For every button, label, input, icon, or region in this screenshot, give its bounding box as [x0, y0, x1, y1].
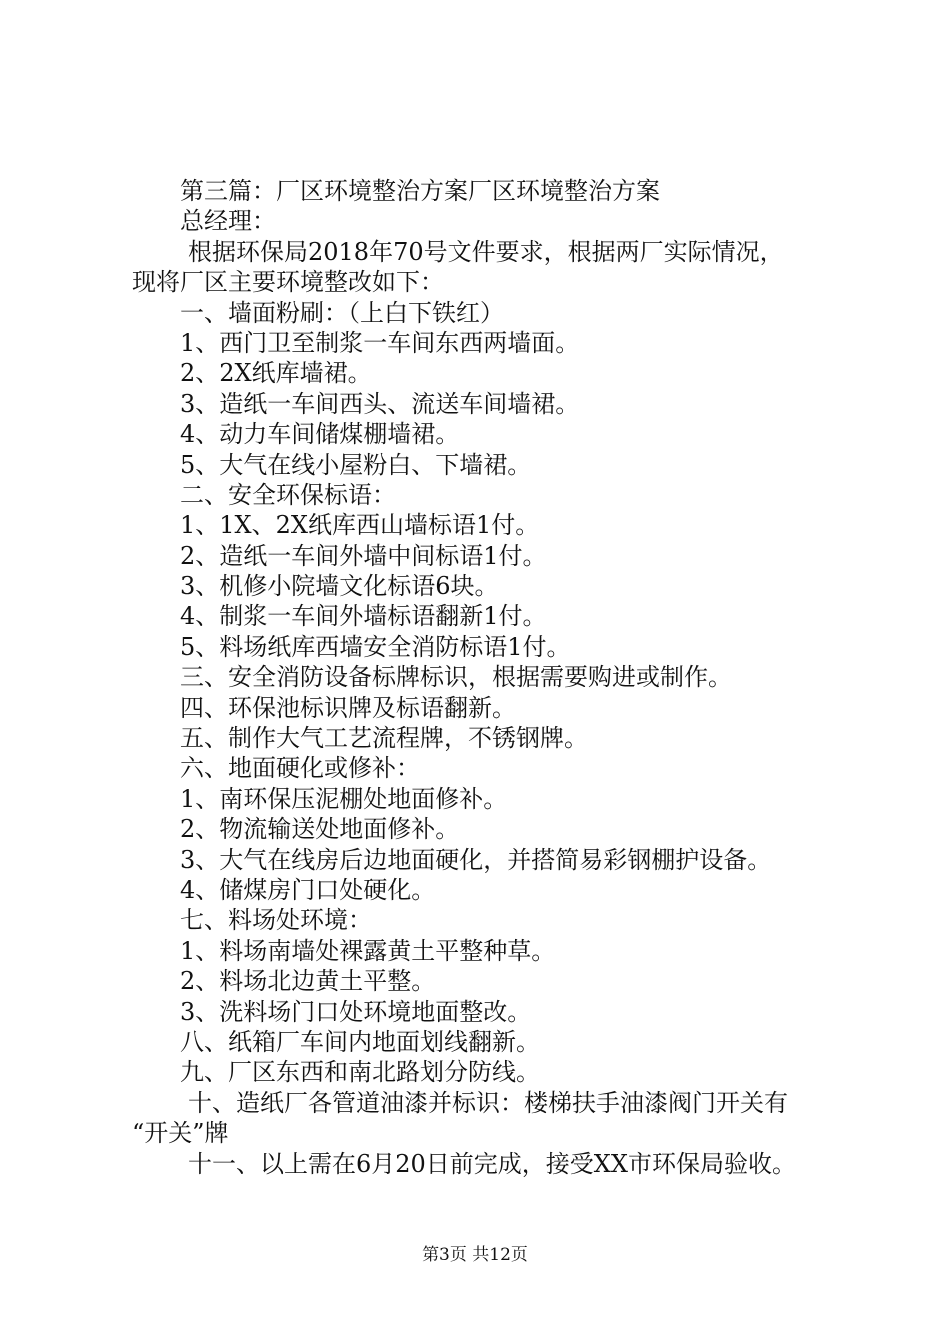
- document-body: [132, 176, 852, 1179]
- document-line: 三、安全消防设备标牌标识，根据需要购进或制作。: [180, 663, 732, 692]
- document-line: 2、2X纸库墙裙。: [180, 359, 372, 388]
- document-line: 1、西门卫至制浆一车间东西两墙面。: [180, 328, 580, 357]
- document-line: 3、洗料场门口处环境地面整改。: [180, 997, 532, 1026]
- document-line: 3、机修小院墙文化标语6块。: [180, 572, 499, 601]
- document-line: 一、墙面粉刷：（上白下铁红）: [180, 298, 504, 327]
- document-line: 3、大气在线房后边地面硬化，并搭简易彩钢棚护设备。: [180, 845, 772, 874]
- document-line: 六、地面硬化或修补：: [180, 754, 420, 783]
- document-line: 2、物流输送处地面修补。: [180, 815, 460, 844]
- document-line: 十一、以上需在6月20日前完成，接受XX市环保局验收。: [188, 1149, 796, 1178]
- document-line: 五、制作大气工艺流程牌，不锈钢牌。: [180, 724, 588, 753]
- document-line: 总经理：: [180, 207, 276, 236]
- document-line: 第三篇：厂区环境整治方案厂区环境整治方案: [180, 177, 660, 205]
- document-line: 5、大气在线小屋粉白、下墙裙。: [180, 450, 532, 479]
- document-line: 4、制浆一车间外墙标语翻新1付。: [180, 602, 547, 631]
- document-line: 3、造纸一车间西头、流送车间墙裙。: [180, 389, 580, 418]
- document-line: 2、料场北边黄土平整。: [180, 967, 436, 996]
- document-line: 七、料场处环境：: [180, 906, 372, 935]
- document-line: 四、环保池标识牌及标语翻新。: [180, 693, 516, 722]
- document-line: 现将厂区主要环境整改如下：: [132, 268, 444, 297]
- document-line: 八、纸箱厂车间内地面划线翻新。: [180, 1027, 540, 1056]
- document-line: 5、料场纸库西墙安全消防标语1付。: [180, 632, 571, 661]
- document-line: 十、造纸厂各管道油漆并标识：楼梯扶手油漆阀门开关有: [188, 1088, 788, 1117]
- document-line: 4、储煤房门口处硬化。: [180, 875, 436, 904]
- document-line: 九、厂区东西和南北路划分防线。: [180, 1058, 540, 1087]
- page-number-footer: 第3页 共12页: [422, 1245, 528, 1265]
- document-line: “开关”牌: [132, 1119, 229, 1148]
- document-line: 1、料场南墙处裸露黄土平整种草。: [180, 936, 556, 965]
- document-line: 1、1X、2X纸库西山墙标语1付。: [180, 511, 540, 540]
- document-line: 根据环保局2018年70号文件要求，根据两厂实际情况，: [188, 237, 784, 266]
- document-line: 1、南环保压泥棚处地面修补。: [180, 784, 508, 813]
- document-line: 二、安全环保标语：: [180, 480, 396, 509]
- document-line: 4、动力车间储煤棚墙裙。: [180, 420, 460, 449]
- document-line: 2、造纸一车间外墙中间标语1付。: [180, 541, 547, 570]
